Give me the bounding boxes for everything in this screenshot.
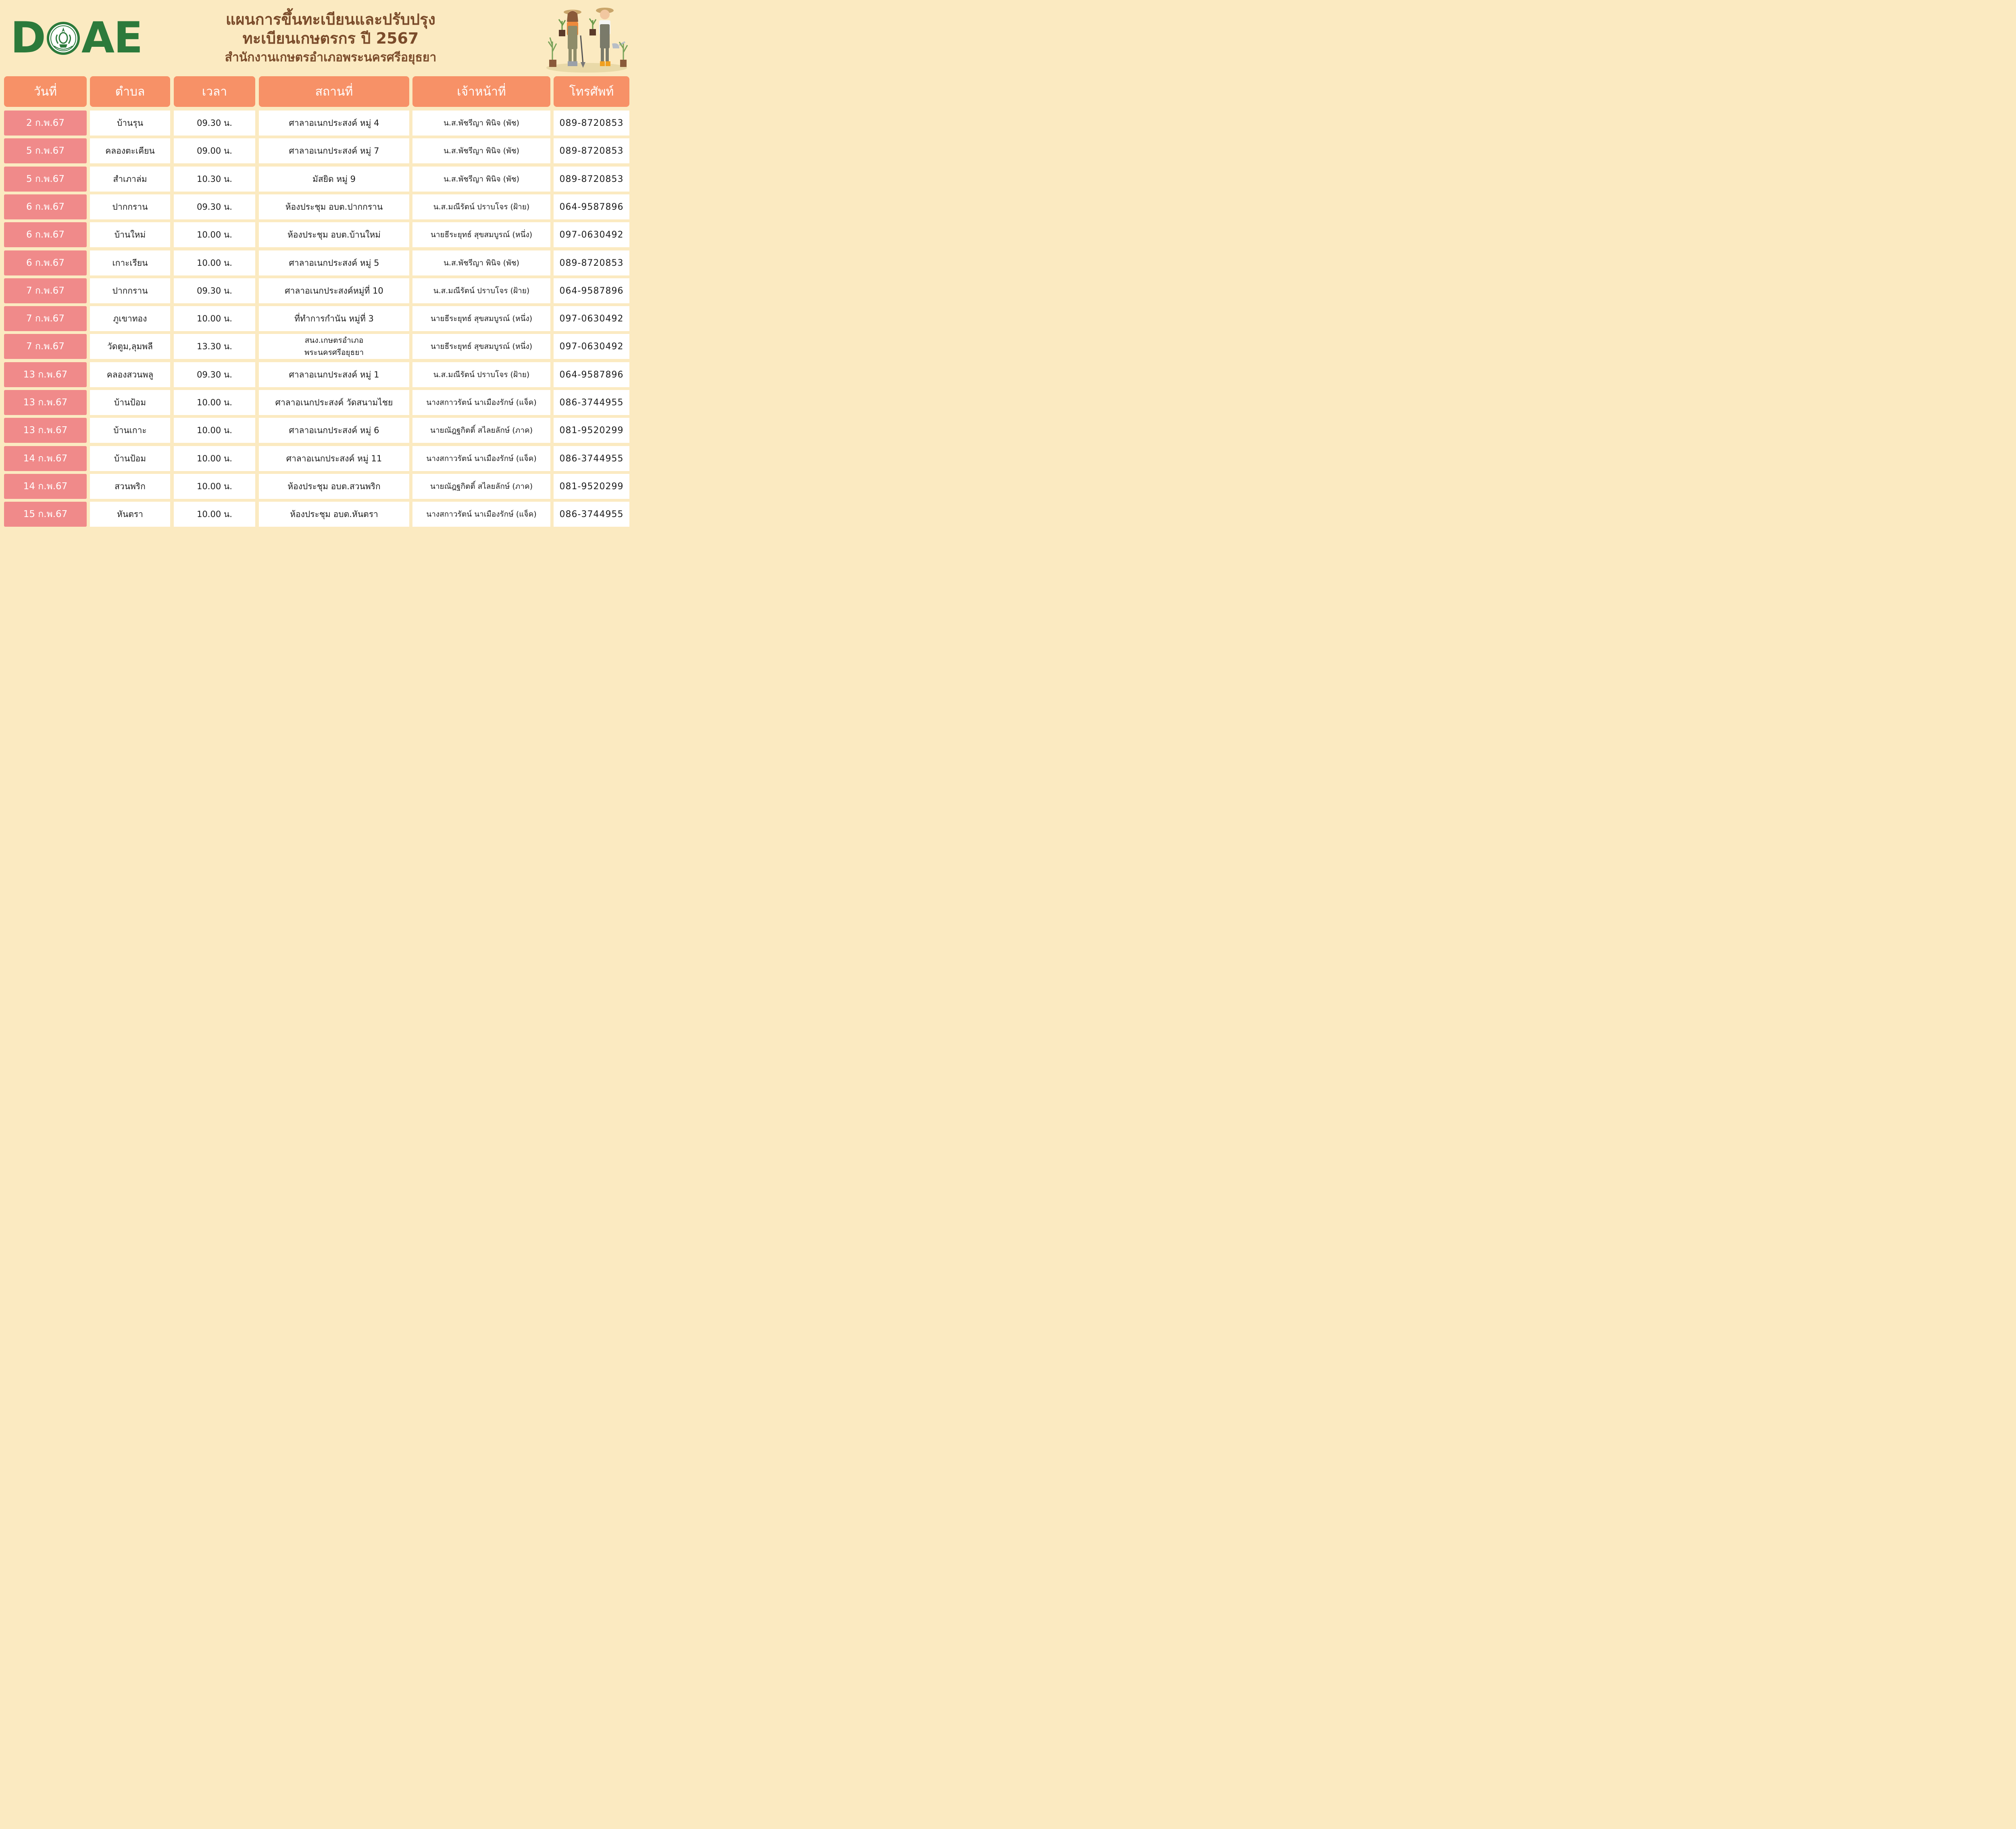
row-date: 7 ก.พ.67 (4, 334, 87, 359)
row-time: 10.00 น. (174, 222, 255, 247)
row-date: 7 ก.พ.67 (4, 306, 87, 331)
row-phone: 081-9520299 (554, 418, 629, 443)
row-subdistrict: บ้านใหม่ (90, 222, 170, 247)
row-phone: 089-8720853 (554, 250, 629, 275)
row-subdistrict: บ้านป้อม (90, 446, 170, 471)
doae-logo (10, 13, 142, 63)
row-place: ห้องประชุม อบต.สวนพริก (259, 474, 409, 499)
row-phone: 097-0630492 (554, 306, 629, 331)
row-date: 6 ก.พ.67 (4, 222, 87, 247)
row-staff: นายธีระยุทธ์ สุขสมบูรณ์ (หนึ่ง) (412, 306, 550, 331)
row-subdistrict: บ้านรุน (90, 111, 170, 136)
row-phone: 086-3744955 (554, 390, 629, 415)
row-date: 6 ก.พ.67 (4, 250, 87, 275)
row-place (259, 334, 409, 359)
row-phone: 089-8720853 (554, 111, 629, 136)
row-place: ศาลาอเนกประสงค์ หมู่ 6 (259, 418, 409, 443)
row-subdistrict: ปากกราน (90, 278, 170, 303)
row-staff: นายณัฎฐกิตติ์ สไลยลักษ์ (ภาค) (412, 474, 550, 499)
row-phone: 097-0630492 (554, 334, 629, 359)
row-date: 5 ก.พ.67 (4, 167, 87, 192)
row-place: ศาลาอเนกประสงค์หมู่ที่ 10 (259, 278, 409, 303)
row-staff: น.ส.มณีรัตน์ ปราบโจร (ฝ้าย) (412, 278, 550, 303)
row-subdistrict: สำเภาล่ม (90, 167, 170, 192)
header-staff: เจ้าหน้าที่ (412, 76, 550, 107)
farmers-illustration-icon (544, 3, 629, 73)
row-staff: นางสกาวรัตน์ นาเมืองรักษ์ (แจ็ค) (412, 390, 550, 415)
row-time: 10.00 น. (174, 306, 255, 331)
row-staff: น.ส.มณีรัตน์ ปราบโจร (ฝ้าย) (412, 194, 550, 219)
row-date: 14 ก.พ.67 (4, 474, 87, 499)
row-subdistrict: บ้านเกาะ (90, 418, 170, 443)
page-title: แผนการขึ้นทะเบียนและปรับปรุง (225, 10, 436, 28)
row-phone: 064-9587896 (554, 194, 629, 219)
header-subdistrict: ตำบล (90, 76, 170, 107)
row-staff: นายณัฎฐกิตติ์ สไลยลักษ์ (ภาค) (412, 418, 550, 443)
row-subdistrict: คลองสวนพลู (90, 362, 170, 387)
row-place-line2: พระนครศรีอยุธยา (304, 348, 364, 357)
row-subdistrict: ปากกราน (90, 194, 170, 219)
row-place-line1: สนง.เกษตรอำเภอ (304, 336, 364, 345)
row-time: 10.00 น. (174, 446, 255, 471)
logo-letters-ae: AE (81, 13, 142, 63)
row-place: ห้องประชุม อบต.ปากกราน (259, 194, 409, 219)
logo-letter-d: D (10, 13, 45, 63)
row-place: ห้องประชุม อบต.บ้านใหม่ (259, 222, 409, 247)
row-date: 5 ก.พ.67 (4, 138, 87, 163)
row-place: ที่ทำการกำนัน หมู่ที่ 3 (259, 306, 409, 331)
row-time: 10.00 น. (174, 474, 255, 499)
row-subdistrict: เกาะเรียน (90, 250, 170, 275)
row-date: 15 ก.พ.67 (4, 502, 87, 527)
row-place: มัสยิด หมู่ 9 (259, 167, 409, 192)
row-phone: 086-3744955 (554, 446, 629, 471)
row-date: 13 ก.พ.67 (4, 362, 87, 387)
row-place: ห้องประชุม อบต.หันตรา (259, 502, 409, 527)
row-subdistrict: บ้านป้อม (90, 390, 170, 415)
row-time: 13.30 น. (174, 334, 255, 359)
page-title-year: ทะเบียนเกษตรกร ปี 2567 (242, 29, 419, 47)
row-place: ศาลาอเนกประสงค์ หมู่ 5 (259, 250, 409, 275)
row-staff: น.ส.พัชรีญา พินิจ (พัช) (412, 111, 550, 136)
row-date: 6 ก.พ.67 (4, 194, 87, 219)
row-date: 7 ก.พ.67 (4, 278, 87, 303)
row-staff: นางสกาวรัตน์ นาเมืองรักษ์ (แจ็ค) (412, 502, 550, 527)
row-phone: 097-0630492 (554, 222, 629, 247)
row-phone: 064-9587896 (554, 278, 629, 303)
title-block (153, 10, 508, 67)
row-phone: 086-3744955 (554, 502, 629, 527)
row-phone: 064-9587896 (554, 362, 629, 387)
header-place: สถานที่ (259, 76, 409, 107)
row-time: 10.00 น. (174, 502, 255, 527)
row-date: 14 ก.พ.67 (4, 446, 87, 471)
row-date: 13 ก.พ.67 (4, 418, 87, 443)
row-staff: น.ส.พัชรีญา พินิจ (พัช) (412, 250, 550, 275)
row-subdistrict: วัดตูม,ลุมพลี (90, 334, 170, 359)
row-time: 09.30 น. (174, 111, 255, 136)
row-date: 13 ก.พ.67 (4, 390, 87, 415)
seal-icon (46, 21, 81, 56)
row-phone: 089-8720853 (554, 138, 629, 163)
row-time: 10.30 น. (174, 167, 255, 192)
row-staff: น.ส.มณีรัตน์ ปราบโจร (ฝ้าย) (412, 362, 550, 387)
row-place: ศาลาอเนกประสงค์ หมู่ 11 (259, 446, 409, 471)
row-time: 09.30 น. (174, 278, 255, 303)
row-subdistrict: หันตรา (90, 502, 170, 527)
row-time: 09.30 น. (174, 194, 255, 219)
row-staff: นายธีระยุทธ์ สุขสมบูรณ์ (หนึ่ง) (412, 222, 550, 247)
row-subdistrict: คลองตะเคียน (90, 138, 170, 163)
page-header (0, 0, 632, 75)
row-time: 10.00 น. (174, 390, 255, 415)
row-place: ศาลาอเนกประสงค์ วัดสนามไชย (259, 390, 409, 415)
row-time: 10.00 น. (174, 250, 255, 275)
header-phone: โทรศัพท์ (554, 76, 629, 107)
header-date: วันที่ (4, 76, 87, 107)
row-staff: นายธีระยุทธ์ สุขสมบูรณ์ (หนึ่ง) (412, 334, 550, 359)
row-time: 09.00 น. (174, 138, 255, 163)
row-phone: 081-9520299 (554, 474, 629, 499)
row-staff: น.ส.พัชรีญา พินิจ (พัช) (412, 167, 550, 192)
row-subdistrict: ภูเขาทอง (90, 306, 170, 331)
row-phone: 089-8720853 (554, 167, 629, 192)
header-time: เวลา (174, 76, 255, 107)
row-place: ศาลาอเนกประสงค์ หมู่ 1 (259, 362, 409, 387)
row-time: 10.00 น. (174, 418, 255, 443)
row-place: ศาลาอเนกประสงค์ หมู่ 7 (259, 138, 409, 163)
row-staff: น.ส.พัชรีญา พินิจ (พัช) (412, 138, 550, 163)
row-place: ศาลาอเนกประสงค์ หมู่ 4 (259, 111, 409, 136)
row-time: 09.30 น. (174, 362, 255, 387)
office-name: สำนักงานเกษตรอำเภอพระนครศรีอยุธยา (225, 50, 437, 65)
row-date: 2 ก.พ.67 (4, 111, 87, 136)
row-subdistrict: สวนพริก (90, 474, 170, 499)
row-staff: นางสกาวรัตน์ นาเมืองรักษ์ (แจ็ค) (412, 446, 550, 471)
